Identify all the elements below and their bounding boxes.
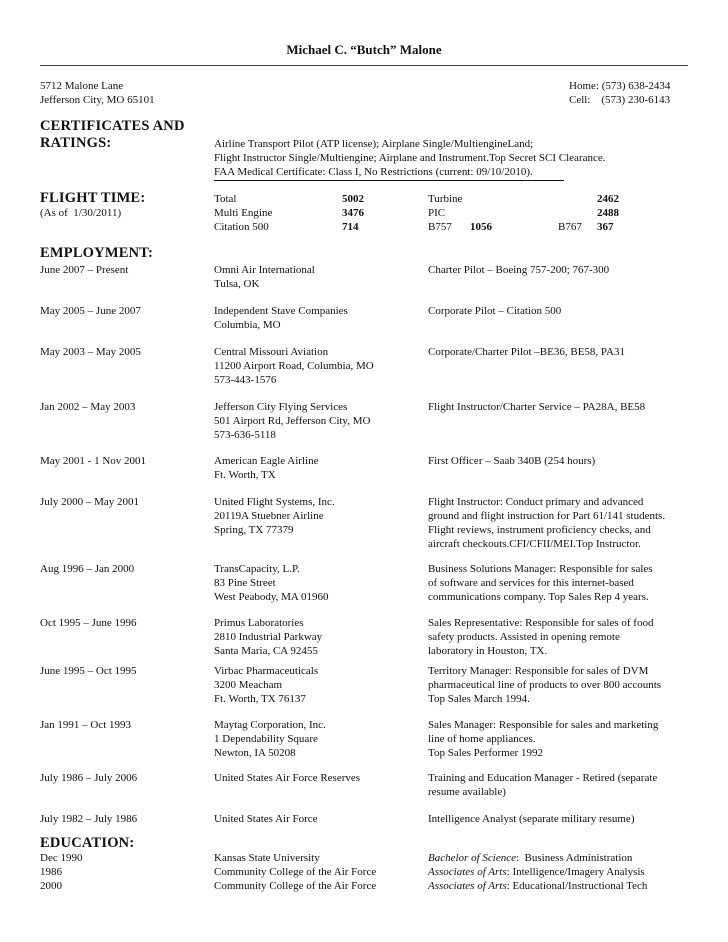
- flight-label-pic: PIC: [428, 207, 446, 219]
- resume-name: Michael C. “Butch” Malone: [286, 42, 442, 57]
- flight-label-b757: B757: [428, 221, 452, 233]
- address-line1: 5712 Malone Lane: [40, 80, 124, 92]
- job-dates: July 1986 – July 2006: [40, 772, 138, 784]
- education-year: 2000: [40, 880, 62, 892]
- flight-label-citation: Citation 500: [214, 221, 269, 233]
- flight-value-turbine: 2462: [597, 193, 619, 205]
- flight-value-pic: 2488: [597, 207, 619, 219]
- job-employer-line: Maytag Corporation, Inc.: [214, 719, 326, 731]
- job-employer-line: TransCapacity, L.P.: [214, 563, 300, 575]
- job-employer-line: Columbia, MO: [214, 319, 281, 331]
- flight-value-b767: 367: [597, 221, 614, 233]
- job-employer-line: 573-636-5118: [214, 429, 276, 441]
- flight-value-b757: 1056: [470, 221, 492, 233]
- certificate-line: FAA Medical Certificate: Class I, No Restrictions (current: 09/10/2010).: [214, 166, 533, 178]
- education-year: 1986: [40, 866, 62, 878]
- flight-value-total: 5002: [342, 193, 364, 205]
- job-dates: Oct 1995 – June 1996: [40, 617, 137, 629]
- job-employer-line: Newton, IA 50208: [214, 747, 296, 759]
- education-degree: Associates of Arts: [428, 880, 507, 892]
- education-degree-line: [428, 851, 632, 865]
- job-employer-line: Ft. Worth, TX 76137: [214, 693, 306, 705]
- job-role-line: Top Sales March 1994.: [428, 693, 530, 705]
- job-role-line: Flight Instructor/Charter Service – PA28A, BE58: [428, 401, 646, 413]
- education-degree: Associates of Arts: [428, 866, 507, 878]
- job-role-line: laboratory in Houston, TX.: [428, 645, 548, 657]
- job-dates: May 2005 – June 2007: [40, 305, 141, 317]
- job-dates: July 2000 – May 2001: [40, 496, 139, 508]
- flight-label-b767: B767: [558, 221, 582, 233]
- education-degree-line: [428, 865, 645, 879]
- job-dates: May 2001 - 1 Nov 2001: [40, 455, 147, 467]
- job-employer-line: Omni Air International: [214, 264, 315, 276]
- job-role-line: line of home appliances.: [428, 733, 536, 745]
- job-role-line: Corporate/Charter Pilot –BE36, BE58, PA31: [428, 346, 625, 358]
- home-phone: Home: (573) 638-2434: [569, 80, 671, 92]
- job-employer-line: Jefferson City Flying Services: [214, 401, 348, 413]
- certificate-line: Flight Instructor Single/Multiengine; Airplane and Instrument.Top Secret SCI Clearance.: [214, 152, 606, 164]
- job-employer-line: Spring, TX 77379: [214, 524, 294, 536]
- flight-value-citation: 714: [342, 221, 359, 233]
- job-employer-line: Primus Laboratories: [214, 617, 304, 629]
- education-field: : Intelligence/Imagery Analysis: [506, 866, 645, 878]
- job-dates: June 2007 – Present: [40, 264, 129, 276]
- education-year: Dec 1990: [40, 852, 83, 864]
- job-employer-line: Independent Stave Companies: [214, 305, 348, 317]
- job-employer-line: 3200 Meacham: [214, 679, 283, 691]
- certificate-line: Airline Transport Pilot (ATP license); Airplane Single/MultiengineLand;: [214, 138, 534, 150]
- job-employer-line: Central Missouri Aviation: [214, 346, 329, 358]
- education-degree-line: [428, 879, 647, 893]
- job-role-line: pharmaceutical line of products to over 800 accounts: [428, 679, 662, 691]
- job-employer-line: United States Air Force Reserves: [214, 772, 361, 784]
- flight-time-heading: FLIGHT TIME:: [40, 190, 146, 206]
- flight-value-multi: 3476: [342, 207, 364, 219]
- job-role-line: Corporate Pilot – Citation 500: [428, 305, 562, 317]
- job-role-line: Training and Education Manager - Retired (separate: [428, 772, 658, 784]
- job-role-line: Territory Manager: Responsible for sales of DVM: [428, 665, 649, 677]
- job-role-line: Charter Pilot – Boeing 757-200; 767-300: [428, 264, 610, 276]
- education-school: Kansas State University: [214, 852, 320, 864]
- education-field: : Educational/Instructional Tech: [506, 880, 648, 892]
- education-heading: EDUCATION:: [40, 835, 135, 851]
- certificate-underline: [214, 180, 564, 181]
- job-role-line: communications company. Top Sales Rep 4 years.: [428, 591, 649, 603]
- job-dates: Jan 2002 – May 2003: [40, 401, 136, 413]
- flight-label-multi: Multi Engine: [214, 207, 273, 219]
- job-dates: Jan 1991 – Oct 1993: [40, 719, 132, 731]
- job-role-line: Flight Instructor: Conduct primary and advanced: [428, 496, 644, 508]
- job-employer-line: Ft. Worth, TX: [214, 469, 276, 481]
- job-employer-line: 1 Dependability Square: [214, 733, 318, 745]
- job-employer-line: Virbac Pharmaceuticals: [214, 665, 319, 677]
- job-employer-line: Tulsa, OK: [214, 278, 260, 290]
- cell-phone: Cell: (573) 230-6143: [569, 94, 671, 106]
- job-role-line: Intelligence Analyst (separate military resume): [428, 813, 635, 825]
- job-employer-line: West Peabody, MA 01960: [214, 591, 329, 603]
- job-role-line: resume available): [428, 786, 506, 798]
- address-line2: Jefferson City, MO 65101: [40, 94, 155, 106]
- certificates-heading-line1: CERTIFICATES AND: [40, 118, 185, 134]
- job-employer-line: United States Air Force: [214, 813, 318, 825]
- education-school: Community College of the Air Force: [214, 880, 377, 892]
- job-dates: May 2003 – May 2005: [40, 346, 141, 358]
- flight-time-as-of: (As of 1/30/2011): [40, 207, 122, 219]
- job-employer-line: 83 Pine Street: [214, 577, 276, 589]
- job-employer-line: Santa Maria, CA 92455: [214, 645, 318, 657]
- job-dates: June 1995 – Oct 1995: [40, 665, 137, 677]
- job-dates: Aug 1996 – Jan 2000: [40, 563, 135, 575]
- job-role-line: Business Solutions Manager: Responsible for sales: [428, 563, 653, 575]
- job-dates: July 1982 – July 1986: [40, 813, 138, 825]
- education-degree: Bachelor of Science: [428, 852, 516, 864]
- flight-label-total: Total: [214, 193, 237, 205]
- job-role-line: safety products. Assisted in opening remote: [428, 631, 620, 643]
- job-role-line: ground and flight instruction for Part 61/141 students.: [428, 510, 666, 522]
- flight-label-turbine: Turbine: [428, 193, 463, 205]
- job-role-line: Top Sales Performer 1992: [428, 747, 544, 759]
- certificates-heading-line2: RATINGS:: [40, 135, 112, 151]
- employment-heading: EMPLOYMENT:: [40, 245, 154, 261]
- job-role-line: aircraft checkouts.CFI/CFII/MEI.Top Instructor.: [428, 538, 641, 550]
- job-role-line: Flight reviews, instrument proficiency checks, and: [428, 524, 651, 536]
- education-school: Community College of the Air Force: [214, 866, 377, 878]
- job-role-line: of software and services for this internet-based: [428, 577, 634, 589]
- job-employer-line: 11200 Airport Road, Columbia, MO: [214, 360, 374, 372]
- job-role-line: Sales Manager: Responsible for sales and marketing: [428, 719, 659, 731]
- job-employer-line: 501 Airport Rd, Jefferson City, MO: [214, 415, 371, 427]
- job-employer-line: 573-443-1576: [214, 374, 277, 386]
- education-field: : Business Administration: [515, 852, 633, 864]
- job-role-line: Sales Representative: Responsible for sales of food: [428, 617, 654, 629]
- job-employer-line: United Flight Systems, Inc.: [214, 496, 335, 508]
- job-employer-line: 2810 Industrial Parkway: [214, 631, 323, 643]
- header-rule: [40, 65, 688, 66]
- job-employer-line: American Eagle Airline: [214, 455, 319, 467]
- job-role-line: First Officer – Saab 340B (254 hours): [428, 455, 596, 467]
- job-employer-line: 20119A Stuebner Airline: [214, 510, 324, 522]
